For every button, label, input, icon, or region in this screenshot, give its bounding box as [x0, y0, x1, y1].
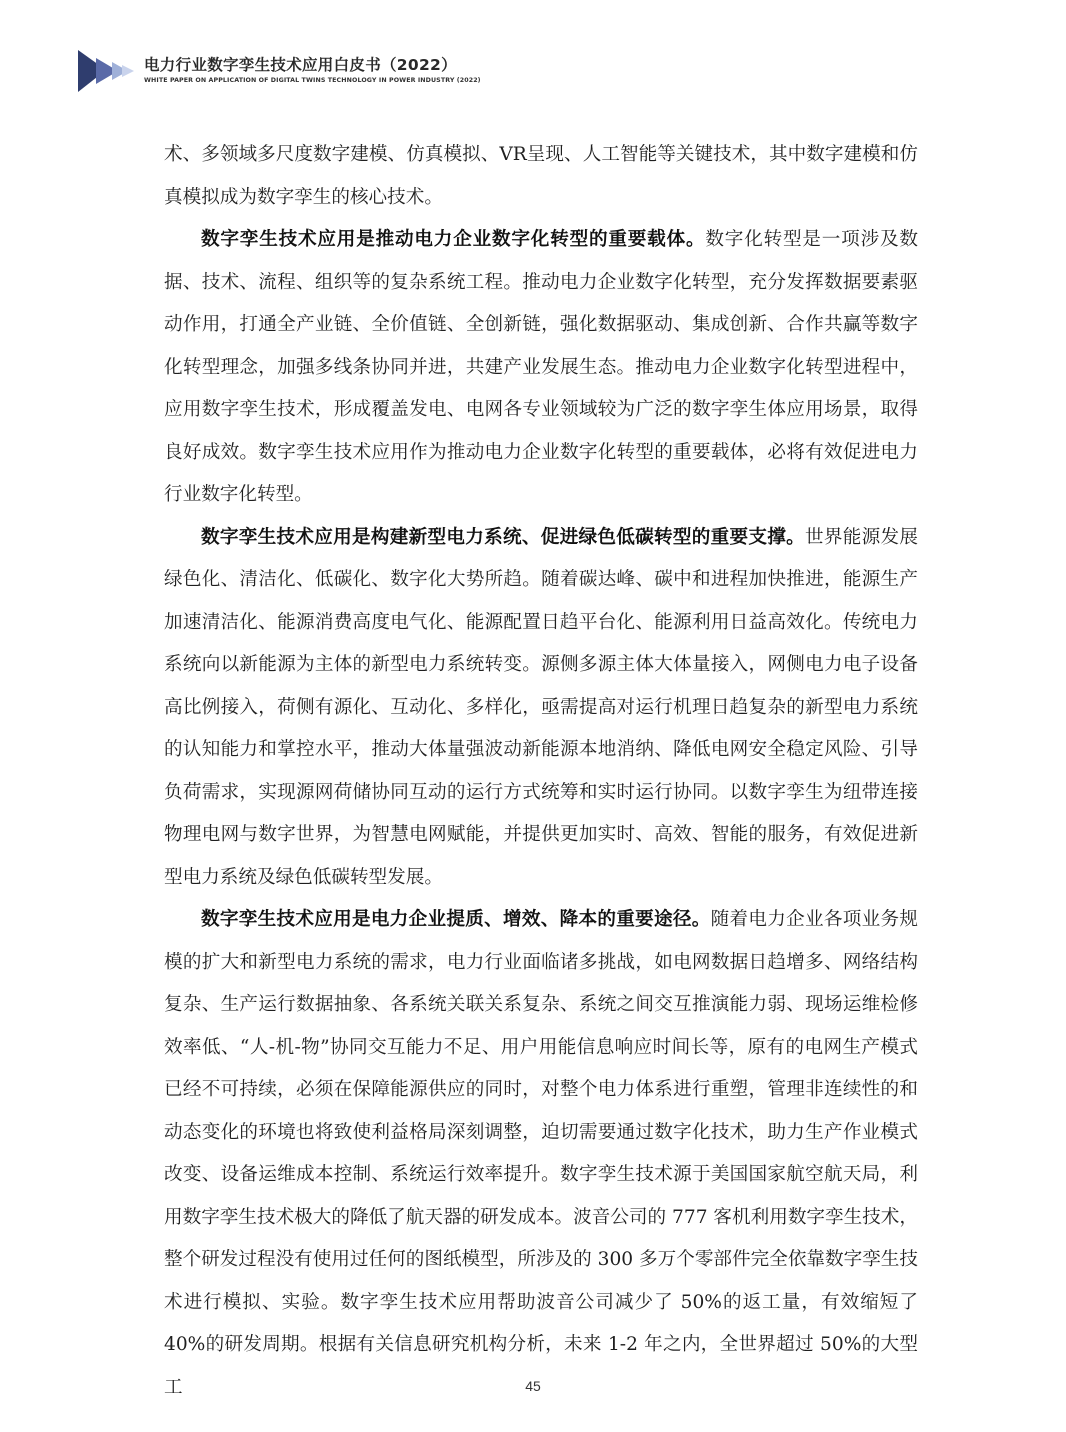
play-triangles-logo-icon [76, 44, 138, 96]
logo-tiny-triangle [122, 65, 134, 77]
header-title: 电力行业数字孪生技术应用白皮书（2022） [144, 56, 457, 74]
paragraph-new-power-system [164, 517, 918, 900]
paragraph-text: 世界能源发展绿色化、清洁化、低碳化、数字化大势所趋。随着碳达峰、碳中和进程加快推进，能源生产加速清洁化、能源消费高度电气化、能源配置日趋平台化、能源利用日益高效化。传统电力系统向以新能源为主体的新型电力系统转变。源侧多源主体大体量接入，网侧电力电子设备高比例接入，荷侧有源化、互动化、多样化，亟需提高对运行机理日趋复杂的新型电力系统的认知能力和掌控水平，推动大体量强波动新能源本地消纳、降低电网安全稳定风险、引导负荷需求，实现源网荷储协同互动的运行方式统筹和实时运行协同。以数字孪生为纽带连接物理电网与数字世界，为智慧电网赋能，并提供更加实时、高效、智能的服务，有效促进新型电力系统及绿色低碳转型发展。 [164, 526, 918, 888]
paragraph-text: 数字化转型是一项涉及数据、技术、流程、组织等的复杂系统工程。推动电力企业数字化转型，充分发挥数据要素驱动作用，打通全产业链、全价值链、全创新链，强化数据驱动、集成创新、合作共赢等数字化转型理念，加强多线条协同并进，共建产业发展生态。推动电力企业数字化转型进程中，应用数字孪生技术，形成覆盖发电、电网各专业领域较为广泛的数字孪生体应用场景，取得良好成效。数字孪生技术应用作为推动电力企业数字化转型的重要载体，必将有效促进电力行业数字化转型。 [164, 229, 918, 505]
paragraph-lead: 数字孪生技术应用是电力企业提质、增效、降本的重要途径。 [201, 909, 711, 930]
paragraph-digital-transformation [164, 219, 918, 517]
page-header [76, 44, 496, 100]
body-text [164, 134, 918, 1409]
paragraph-lead: 数字孪生技术应用是推动电力企业数字化转型的重要载体。 [201, 229, 706, 250]
paragraph-text: 随着电力企业各项业务规模的扩大和新型电力系统的需求，电力行业面临诸多挑战，如电网数据日趋增多、网络结构复杂、生产运行数据抽象、各系统关联关系复杂、系统之间交互推演能力弱、现场运维检修效率低、“人-机-物”协同交互能力不足、用户用能信息响应时间长等，原有的电网生产模式已经不可持续，必须在保障能源供应的同时，对整个电力体系进行重塑，管理非连续性的和动态变化的环境也将致使利益格局深刻调整，迫切需要通过数字化技术，助力生产作业模式改变、设备运维成本控制、系统运行效率提升。数字孪生技术源于美国国家航空航天局，利用数字孪生技术极大的降低了航天器的研发成本。波音公司的 777 客机利用数字孪生技术，整个研发过程没有使用过任何的图纸模型，所涉及的 300 多万个零部件完全依靠数字孪生技术进行模拟、实验。数字孪生技术应用帮助波音公司减少了 50%的返工量，有效缩短了 40%的研发周期。根据有关信息研究机构分析，未来 1-2 年之内，全世界超过 50%的大型工 [164, 909, 918, 1398]
header-subtitle: WHITE PAPER ON APPLICATION OF DIGITAL TWINS TECHNOLOGY IN POWER INDUSTRY (2022) [144, 77, 481, 84]
paragraph-lead: 数字孪生技术应用是构建新型电力系统、促进绿色低碳转型的重要支撑。 [201, 526, 806, 548]
page-number: 45 [525, 1378, 541, 1394]
paragraph-text: 术、多领域多尺度数字建模、仿真模拟、VR呈现、人工智能等关键技术，其中数字建模和仿真模拟成为数字孪生的核心技术。 [164, 144, 918, 208]
paragraph-efficiency [164, 899, 918, 1409]
paragraph-continuation [164, 134, 918, 219]
